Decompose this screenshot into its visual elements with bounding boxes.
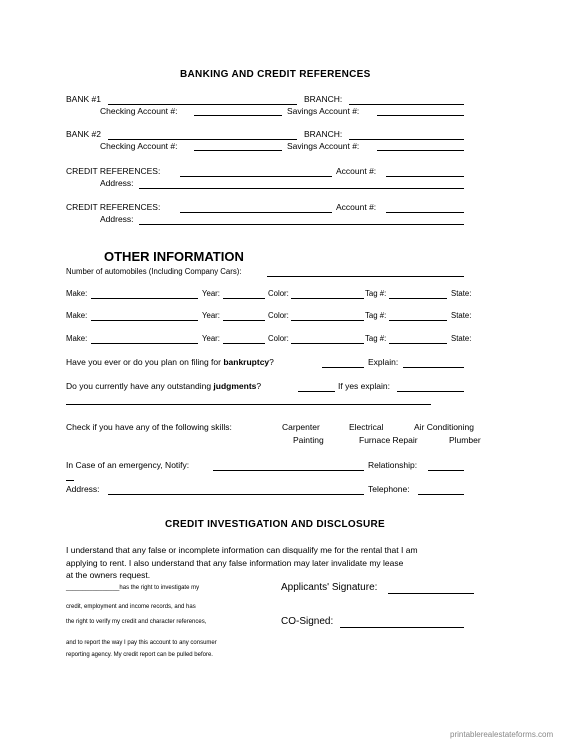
if-yes-field[interactable] bbox=[397, 391, 464, 392]
make-label: Make: bbox=[66, 289, 88, 298]
branch-field[interactable] bbox=[349, 104, 464, 105]
consent-line-5: reporting agency. My credit report can be pulled before. bbox=[66, 652, 213, 658]
savings-label: Savings Account #: bbox=[287, 141, 360, 151]
applicant-signature-field[interactable] bbox=[388, 593, 474, 594]
account-field[interactable] bbox=[386, 176, 464, 177]
telephone-label: Telephone: bbox=[368, 484, 410, 494]
bank-name-field[interactable] bbox=[108, 104, 297, 105]
credit-ref-label: CREDIT REFERENCES: bbox=[66, 166, 161, 176]
make-field[interactable] bbox=[91, 320, 198, 321]
account-field[interactable] bbox=[386, 212, 464, 213]
explain-label: Explain: bbox=[368, 357, 399, 367]
skill-painting[interactable]: Painting bbox=[293, 435, 324, 445]
color-field[interactable] bbox=[291, 343, 364, 344]
telephone-field[interactable] bbox=[418, 494, 464, 495]
bank-label: BANK #1 bbox=[66, 94, 101, 104]
color-field[interactable] bbox=[291, 298, 364, 299]
tag-field[interactable] bbox=[389, 298, 447, 299]
color-label: Color: bbox=[268, 334, 289, 343]
automobiles-label: Number of automobiles (Including Company Cars): bbox=[66, 267, 242, 276]
tag-label: Tag #: bbox=[365, 334, 387, 343]
bankruptcy-question bbox=[66, 357, 274, 367]
bankruptcy-bold-text: bankruptcy bbox=[223, 357, 270, 367]
address-field[interactable] bbox=[139, 224, 464, 225]
page-title: BANKING AND CREDIT REFERENCES bbox=[180, 69, 371, 80]
make-label: Make: bbox=[66, 311, 88, 320]
year-field[interactable] bbox=[223, 320, 265, 321]
savings-field[interactable] bbox=[377, 150, 464, 151]
bankruptcy-field[interactable] bbox=[322, 367, 364, 368]
tag-field[interactable] bbox=[389, 320, 447, 321]
skill-furnace-repair[interactable]: Furnace Repair bbox=[359, 435, 418, 445]
emergency-field[interactable] bbox=[213, 470, 364, 471]
checking-field[interactable] bbox=[194, 150, 282, 151]
credit-ref-field[interactable] bbox=[180, 176, 332, 177]
make-field[interactable] bbox=[91, 343, 198, 344]
state-label: State: bbox=[451, 289, 472, 298]
skill-electrical[interactable]: Electrical bbox=[349, 422, 384, 432]
address-field[interactable] bbox=[139, 188, 464, 189]
branch-label: BRANCH: bbox=[304, 129, 343, 139]
credit-ref-field[interactable] bbox=[180, 212, 332, 213]
consent-line-3: the right to verify my credit and character references, bbox=[66, 619, 207, 625]
bank-name-field[interactable] bbox=[108, 139, 297, 140]
automobiles-field[interactable] bbox=[267, 276, 464, 277]
disclosure-heading: CREDIT INVESTIGATION AND DISCLOSURE bbox=[165, 519, 385, 530]
branch-field[interactable] bbox=[349, 139, 464, 140]
if-yes-label: If yes explain: bbox=[338, 381, 390, 391]
savings-field[interactable] bbox=[377, 115, 464, 116]
consent-line-1: ________________has the right to investigate my bbox=[66, 585, 200, 591]
disclosure-line-1: I understand that any false or incomplete information can disqualify me for the rental that I am bbox=[66, 545, 418, 555]
tag-label: Tag #: bbox=[365, 289, 387, 298]
judgments-text: Do you currently have any outstanding bbox=[66, 381, 214, 391]
tag-field[interactable] bbox=[389, 343, 447, 344]
state-label: State: bbox=[451, 334, 472, 343]
make-label: Make: bbox=[66, 334, 88, 343]
disclosure-line-3: at the owners request. bbox=[66, 570, 151, 580]
relationship-field[interactable] bbox=[428, 470, 464, 471]
judgments-question bbox=[66, 381, 261, 391]
judgments-field[interactable] bbox=[298, 391, 335, 392]
account-label: Account #: bbox=[336, 166, 377, 176]
explain-field[interactable] bbox=[403, 367, 464, 368]
emergency-address-field[interactable] bbox=[108, 494, 364, 495]
cosigned-label: CO-Signed: bbox=[281, 616, 334, 627]
judgments-bold-text: judgments bbox=[213, 381, 257, 391]
checking-label: Checking Account #: bbox=[100, 106, 178, 116]
other-info-heading: OTHER INFORMATION bbox=[104, 249, 244, 264]
color-label: Color: bbox=[268, 289, 289, 298]
footer-watermark: printablerealestateforms.com bbox=[450, 730, 554, 739]
savings-label: Savings Account #: bbox=[287, 106, 360, 116]
address-label: Address: bbox=[100, 214, 134, 224]
judgments-explain-line[interactable] bbox=[66, 404, 431, 405]
color-field[interactable] bbox=[291, 320, 364, 321]
applicant-signature-label: Applicants' Signature: bbox=[281, 582, 378, 593]
color-label: Color: bbox=[268, 311, 289, 320]
account-label: Account #: bbox=[336, 202, 377, 212]
emergency-label: In Case of an emergency, Notify: bbox=[66, 460, 190, 470]
emergency-address-label: Address: bbox=[66, 484, 100, 494]
credit-ref-label: CREDIT REFERENCES: bbox=[66, 202, 161, 212]
relationship-label: Relationship: bbox=[368, 460, 418, 470]
year-field[interactable] bbox=[223, 298, 265, 299]
disclosure-line-2: applying to rent. I also understand that any false information may later invalidate my lease bbox=[66, 558, 404, 568]
bankruptcy-text: Have you ever or do you plan on filing for bbox=[66, 357, 224, 367]
tag-label: Tag #: bbox=[365, 311, 387, 320]
year-label: Year: bbox=[202, 289, 220, 298]
year-field[interactable] bbox=[223, 343, 265, 344]
bank-label: BANK #2 bbox=[66, 129, 101, 139]
checking-field[interactable] bbox=[194, 115, 282, 116]
skill-carpenter[interactable]: Carpenter bbox=[282, 422, 320, 432]
address-label: Address: bbox=[100, 178, 134, 188]
consent-line-4: and to report the way I pay this account to any consumer bbox=[66, 640, 217, 646]
branch-label: BRANCH: bbox=[304, 94, 343, 104]
year-label: Year: bbox=[202, 311, 220, 320]
bankruptcy-question-mark: ? bbox=[269, 357, 274, 367]
address-lead-line bbox=[66, 480, 74, 481]
checking-label: Checking Account #: bbox=[100, 141, 178, 151]
skills-prompt: Check if you have any of the following skills: bbox=[66, 422, 232, 432]
consent-line-2: credit, employment and income records, and has bbox=[66, 604, 196, 610]
state-label: State: bbox=[451, 311, 472, 320]
year-label: Year: bbox=[202, 334, 220, 343]
judgments-question-mark: ? bbox=[256, 381, 262, 391]
cosigned-field[interactable] bbox=[340, 627, 464, 628]
skill-plumber[interactable]: Plumber bbox=[449, 435, 481, 445]
make-field[interactable] bbox=[91, 298, 198, 299]
skill-air-conditioning[interactable]: Air Conditioning bbox=[414, 422, 475, 432]
